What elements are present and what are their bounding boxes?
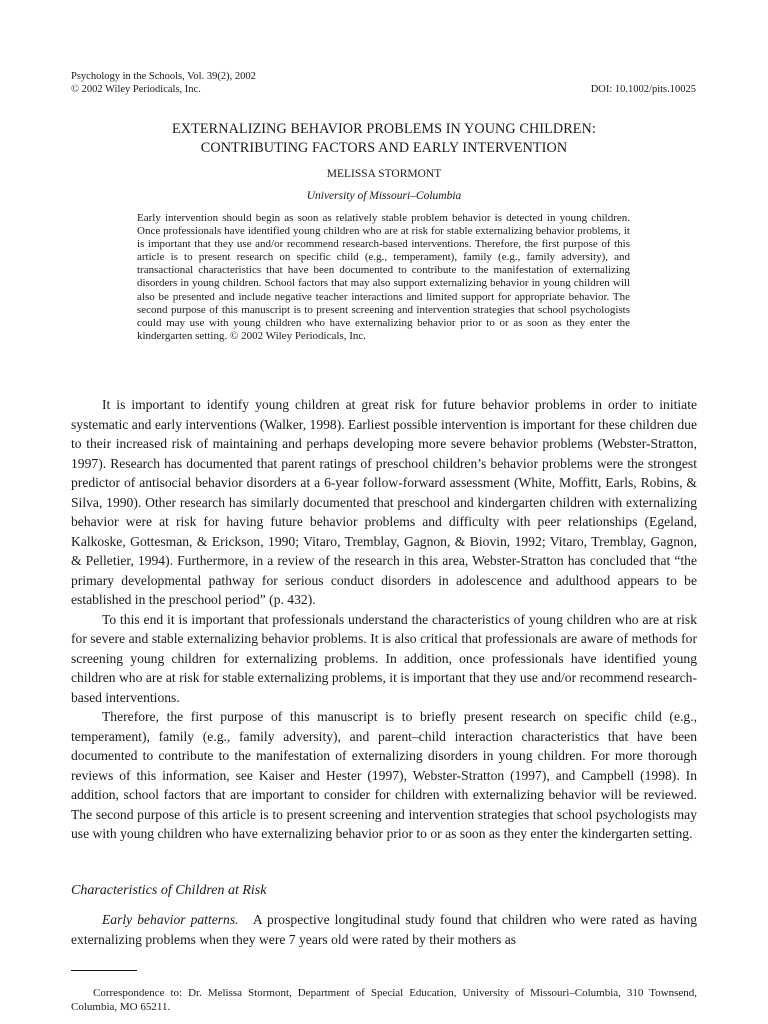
section-heading: Characteristics of Children at Risk <box>71 883 267 898</box>
abstract: Early intervention should begin as soon as relatively stable problem behavior is detected in young children. Once professionals have identified young children who are at risk for stable externalizing behavior problems, it is important that they use and/or recommend research-based interventions. Therefore, the first purpose of this article is to present research on specific child (e.g., temperament), family (e.g., family adversity), and transactional characteristics that have been documented to contribute to the manifestation of externalizing disorders in young children. School factors that may also support externalizing behavior in young children will also be presented and include negative teacher interactions and limited support for appropriate behavior. The second purpose of this manuscript is to present screening and intervention strategies that school psychologists could may use with young children who have externalizing behavior prior to or as soon as they enter the kindergarten setting. © 2002 Wiley Periodicals, Inc. <box>137 212 630 342</box>
subsection-text: A prospective longitudinal study found that children who were rated as having externalizing problems when they were 7 years old were rated by their mothers as <box>71 912 698 947</box>
subsection-heading: Early behavior patterns. <box>102 912 239 927</box>
body-paragraph-1: It is important to identify young children at great risk for future behavior problems in order to initiate systematic and early interventions (Walker, 1998). Earliest possible intervention is important for these children due to their increased risk of maintaining and perhaps developing more severe behavior problems (Webster-Stratton, 1997). Research has documented that parent ratings of preschool children’s behavior problems were the strongest predictor of antisocial behavior disorders at a 6-year follow-forward assessment (White, Moffitt, Earls, Robins, & Silva, 1990). Other research has similarly documented that preschool and kindergarten children with externalizing behavior were at risk for having future behavior problems and difficulty with peer relationships (Egeland, Kalkoske, Gottesman, & Erickson, 1990; Vitaro, Tremblay, Gagnon, & Biovin, 1992; Vitaro, Tremblay, Gagnon, & Pelletier, 1994). Furthermore, in a review of the research in this area, Webster-Stratton has concluded that “the primary developmental pathway for serious conduct disorders in adolescence and adulthood appears to be established in the preschool period” (p. 432). <box>71 397 697 607</box>
correspondence-footnote: Correspondence to: Dr. Melissa Stormont, Department of Special Education, University of Missouri–Columbia, 310 Townsend, Columbia, MO 65211. <box>71 987 697 1013</box>
journal-citation <box>71 70 256 96</box>
author-affiliation: University of Missouri–Columbia <box>306 190 462 202</box>
body-paragraph-2: To this end it is important that professionals understand the characteristics of young children who are at risk for severe and stable externalizing behavior problems. It is also critical that professionals are aware of methods for screening young children for externalizing problems. In addition, once professionals have identified young children who are at risk for stable externalizing problems, it is important that they use and/or recommend research-based interventions. <box>71 611 697 705</box>
body-paragraph-3: Therefore, the first purpose of this manuscript is to briefly present research on specific child (e.g., temperament), family (e.g., family adversity), and parent–child interaction characteristics that have been documented to contribute to the manifestation of externalizing disorders in young children. For more thorough reviews of this information, see Kaiser and Hester (1997), Webster-Stratton (1997), and Campbell (1998). In addition, school factors that are important to consider for children with externalizing behavior will be reviewed. The second purpose of this article is to present screening and intervention strategies that school psychologists may use with young children who have externalizing behavior prior to or as soon as they enter the kindergarten setting. <box>71 709 697 841</box>
subsection-paragraph <box>71 910 697 949</box>
journal-volume-line: Psychology in the Schools, Vol. 39(2), 2002 <box>71 71 256 82</box>
author-name: MELISSA STORMONT <box>326 168 442 180</box>
article-title <box>71 120 697 158</box>
footnote-divider <box>71 970 137 971</box>
doi-label: DOI: 10.1002/pits.10025 <box>590 84 696 95</box>
body-text <box>71 395 697 844</box>
copyright-line: © 2002 Wiley Periodicals, Inc. <box>71 84 201 95</box>
title-line-2: CONTRIBUTING FACTORS AND EARLY INTERVENTION <box>200 140 568 156</box>
title-line-1: EXTERNALIZING BEHAVIOR PROBLEMS IN YOUNG CHILDREN: <box>172 121 596 137</box>
